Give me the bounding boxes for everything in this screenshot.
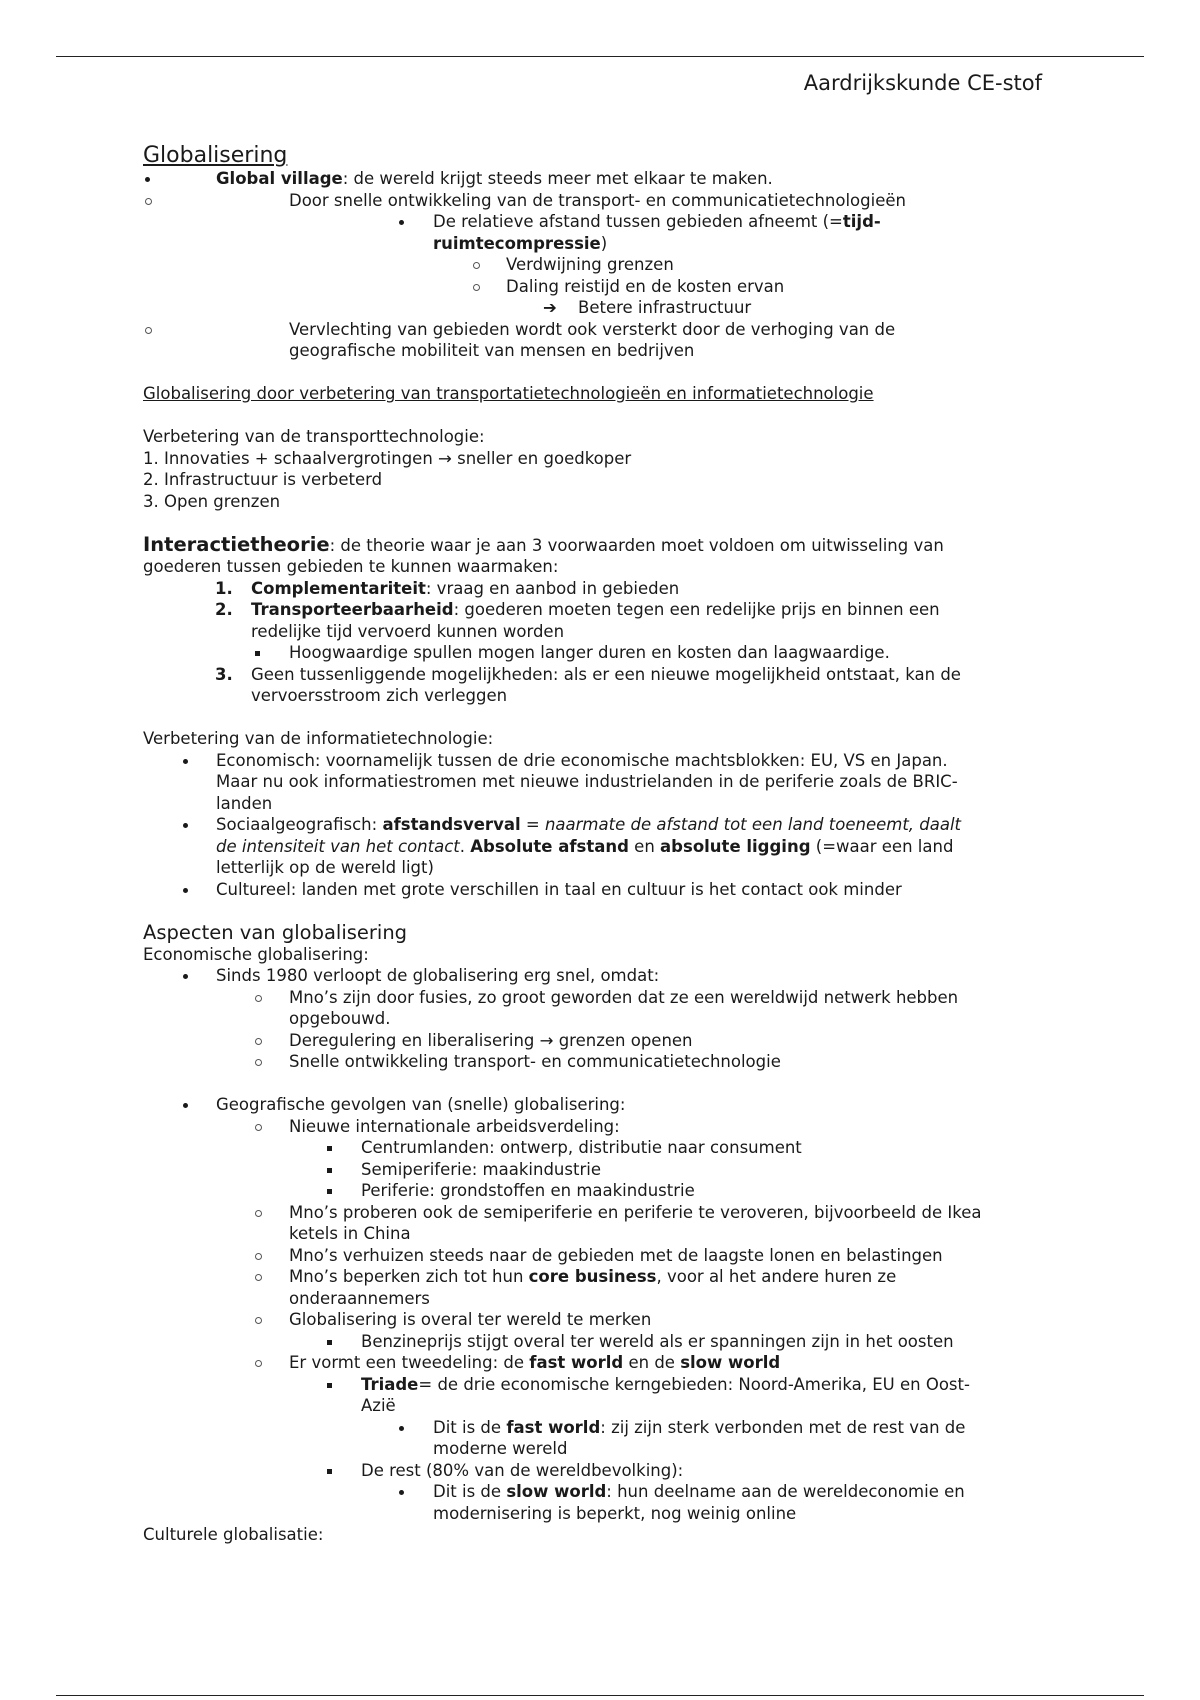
text: : hun deelname aan de wereldeconomie en [606, 1482, 965, 1501]
dit-slow-world [143, 1481, 1063, 1503]
benzineprijs [143, 1331, 1063, 1353]
text: Mno’s beperken zich tot hun [289, 1267, 529, 1286]
snelle-ontwikkeling [143, 1051, 1063, 1073]
geografische-gevolgen [143, 1094, 1063, 1116]
info-sociaalgeografisch-cont [143, 836, 1063, 858]
mno-core-business [143, 1266, 1063, 1288]
triade [143, 1374, 1063, 1396]
text: Mno’s verhuizen steeds naar de gebieden met de laagste lonen en belastingen [289, 1245, 943, 1265]
term-slow-world: slow world [680, 1353, 781, 1372]
text: De rest (80% van de wereldbevolking): [361, 1460, 684, 1480]
term-fast-world: fast world [506, 1417, 601, 1437]
globalisering-overal [143, 1309, 1063, 1331]
text: ) [600, 233, 608, 253]
text: en de [623, 1353, 681, 1372]
dit-slow-world-cont: modernisering is beperkt, nog weinig online [433, 1503, 797, 1523]
text: (=waar een land [810, 836, 954, 856]
text: Mno’s proberen ook de semiperiferie en periferie te veroveren, bijvoorbeeld de Ikea [289, 1202, 982, 1222]
page-header: Aardrijkskunde CE-stof [803, 71, 1042, 95]
sub-relatieve-afstand [143, 211, 1063, 233]
term-triade: Triade [361, 1374, 419, 1394]
voorwaarde-3 [143, 664, 1063, 686]
dit-fast-world-cont: moderne wereld [433, 1439, 568, 1458]
term-global-village: Global village [216, 169, 343, 188]
deregulering [143, 1030, 1063, 1052]
mno-veroveren-cont: ketels in China [289, 1224, 411, 1243]
number: 2. [215, 600, 233, 619]
text: Er vormt een tweedeling: de [289, 1353, 530, 1372]
info-economisch-cont1: Maar nu ook informatiestromen met nieuwe industrielanden in de periferie zoals de BRIC- [216, 772, 958, 791]
term-tijd: tijd- [842, 212, 881, 231]
transport-item-2: 2. Infrastructuur is verbeterd [143, 470, 383, 489]
interactietheorie-def [143, 534, 1063, 557]
sinds-1980 [143, 965, 1063, 987]
dit-fast-world [143, 1417, 1063, 1439]
info-economisch [143, 750, 1063, 772]
text: Dit is de [433, 1482, 507, 1501]
term-ruimtecompressie: ruimtecompressie [433, 233, 601, 253]
text: Verdwijning grenzen [506, 255, 674, 274]
definition: de intensiteit van het contact [216, 836, 460, 856]
interactietheorie-def-cont: goederen tussen gebieden te kunnen waarmaken: [143, 557, 559, 576]
text: Economisch: voornamelijk tussen de drie economische machtsblokken: EU, VS en Japan. [216, 750, 948, 770]
document-body [143, 144, 1063, 1546]
mno-core-business-cont: onderaannemers [289, 1288, 430, 1308]
sub-betere-infrastructuur [143, 297, 1063, 319]
info-economisch-cont2: landen [216, 793, 273, 813]
text: . [459, 836, 471, 856]
voorwaarde-2-cont: redelijke tijd vervoerd kunnen worden [251, 621, 565, 641]
text: Snelle ontwikkeling transport- en communicatietechnologie [289, 1052, 781, 1071]
text: Sinds 1980 verloopt de globalisering erg snel, omdat: [216, 966, 660, 985]
number: 3. [215, 664, 233, 684]
term-absolute-ligging: absolute ligging [660, 836, 811, 856]
text: Periferie: grondstoffen en maakindustrie [361, 1181, 695, 1200]
text: Door snelle ontwikkeling van de transport- en communicatietechnologieën [289, 190, 906, 210]
bottom-rule [56, 1695, 1144, 1696]
text: Geografische gevolgen van (snelle) globalisering: [216, 1095, 626, 1114]
econ-glob-title: Economische globalisering: [143, 944, 369, 964]
term-slow-world: slow world [506, 1482, 607, 1501]
text: : zij zijn sterk verbonden met de rest van de [600, 1417, 966, 1437]
section-title-aspecten: Aspecten van globalisering [143, 920, 408, 944]
text: Centrumlanden: ontwerp, distributie naar consument [361, 1138, 802, 1157]
text: Deregulering en liberalisering → grenzen openen [289, 1030, 693, 1050]
text: Nieuwe internationale arbeidsverdeling: [289, 1116, 620, 1136]
transport-title: Verbetering van de transporttechnologie: [143, 427, 485, 446]
text: Semiperiferie: maakindustrie [361, 1159, 601, 1179]
info-sociaalgeografisch [143, 814, 1063, 836]
text: Daling reistijd en de kosten ervan [506, 276, 785, 296]
de-rest [143, 1460, 1063, 1482]
mno-verhuizen [143, 1245, 1063, 1267]
info-cultureel [143, 879, 1063, 901]
voorwaarde-1 [143, 578, 1063, 600]
mno-fusies [143, 987, 1063, 1009]
info-sociaalgeografisch-cont2: letterlijk op de wereld ligt) [216, 858, 434, 877]
text: = [520, 815, 545, 834]
tweedeling [143, 1352, 1063, 1374]
sub-vervlechting-cont [143, 340, 1063, 362]
voorwaarde-2-sub [143, 642, 1063, 664]
triade-cont: Azië [361, 1396, 396, 1415]
mno-fusies-cont: opgebouwd. [289, 1009, 391, 1028]
info-title: Verbetering van de informatietechnologie: [143, 729, 494, 748]
sub-relatieve-afstand-cont [143, 233, 1063, 255]
sub-vervlechting [143, 319, 1063, 341]
text: Globalisering is overal ter wereld te merken [289, 1310, 652, 1329]
voorwaarde-3-cont: vervoersstroom zich verleggen [251, 686, 508, 705]
mno-veroveren [143, 1202, 1063, 1224]
term-fast-world: fast world [529, 1353, 624, 1372]
voorwaarde-2 [143, 599, 1063, 621]
arrow-icon: ➔ [543, 298, 557, 317]
culturele-globalisatie-title: Culturele globalisatie: [143, 1525, 324, 1544]
number: 1. [215, 578, 233, 598]
term-core-business: core business [528, 1267, 657, 1286]
text: Geen tussenliggende mogelijkheden: als er een nieuwe mogelijkheid ontstaat, kan de [251, 664, 961, 684]
text: : de wereld krijgt steeds meer met elkaar te maken. [342, 169, 773, 188]
periferie [143, 1180, 1063, 1202]
definition: naarmate de afstand tot een land toeneemt, daalt [544, 815, 962, 834]
text: Hoogwaardige spullen mogen langer duren en kosten dan laagwaardige. [289, 643, 890, 662]
semiperiferie [143, 1159, 1063, 1181]
centrumlanden [143, 1137, 1063, 1159]
sub-door [143, 190, 1063, 212]
text: : vraag en aanbod in gebieden [425, 578, 680, 598]
term-afstandsverval: afstandsverval [382, 815, 521, 834]
nieuwe-arbeidsverdeling [143, 1116, 1063, 1138]
term-complementariteit: Complementariteit [251, 578, 426, 598]
sub-verdwijning [143, 254, 1063, 276]
text: = de drie economische kerngebieden: Noord-Amerika, EU en Oost- [418, 1374, 970, 1394]
text: Dit is de [433, 1417, 507, 1437]
text: De relatieve afstand tussen gebieden afneemt (= [433, 212, 843, 231]
text: Betere infrastructuur [578, 298, 752, 317]
text: , voor al het andere huren ze [656, 1267, 897, 1286]
term-transporteerbaarheid: Transporteerbaarheid [251, 600, 454, 619]
transport-item-1: 1. Innovaties + schaalvergrotingen → sneller en goedkoper [143, 448, 632, 468]
text: Sociaalgeografisch: [216, 815, 383, 834]
bullet-global-village [143, 168, 1063, 190]
text: : goederen moeten tegen een redelijke prijs en binnen een [453, 600, 940, 619]
section-title-transport-info: Globalisering door verbetering van transportatietechnologieën en informatietechnologie [143, 384, 874, 403]
text: Cultureel: landen met grote verschillen in taal en cultuur is het contact ook minder [216, 879, 902, 899]
term-interactietheorie: Interactietheorie [143, 532, 330, 556]
text: Mno’s zijn door fusies, zo groot geworden dat ze een wereldwijd netwerk hebben [289, 987, 959, 1007]
section-title-globalisering: Globalisering [143, 143, 288, 168]
term-absolute-afstand: Absolute afstand [470, 836, 629, 856]
text: : de theorie waar je aan 3 voorwaarden moet voldoen om uitwisseling van [329, 535, 944, 555]
text: geografische mobiliteit van mensen en bedrijven [289, 341, 695, 360]
text: Benzineprijs stijgt overal ter wereld als er spanningen zijn in het oosten [361, 1331, 954, 1351]
top-rule [56, 56, 1144, 57]
transport-item-3: 3. Open grenzen [143, 491, 281, 511]
text: Vervlechting van gebieden wordt ook versterkt door de verhoging van de [289, 319, 896, 339]
sub-daling [143, 276, 1063, 298]
text: en [628, 836, 661, 856]
